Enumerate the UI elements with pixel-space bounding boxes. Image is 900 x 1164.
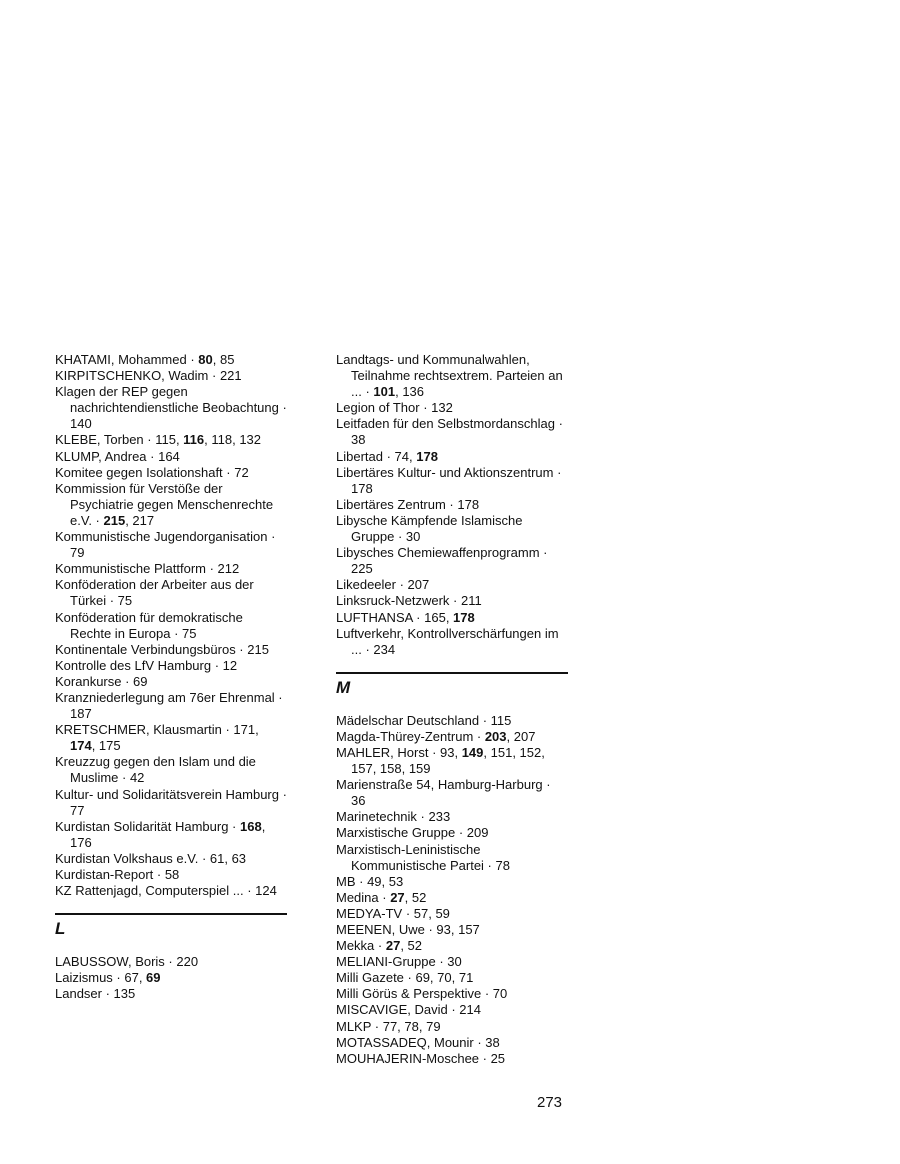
index-term: Korankurse ·	[55, 673, 134, 689]
index-term: Legion of Thor ·	[336, 400, 432, 416]
index-term: Kranzniederlegung am 76er Ehrenmal ·	[55, 689, 283, 705]
page-ref: 135	[113, 986, 136, 1002]
index-term: Kreuzzug gegen den Islam und die Muslime ·	[55, 754, 256, 786]
index-column-left	[55, 352, 287, 1002]
index-term: Libysche Kämpfende Islamische Gruppe ·	[336, 512, 523, 545]
index-entry-list	[336, 713, 568, 1067]
index-entry	[55, 481, 287, 529]
page-ref-primary: 174	[70, 738, 92, 754]
index-entry	[336, 825, 568, 841]
index-term: LABUSSOW, Boris ·	[55, 954, 177, 970]
index-entry	[336, 874, 568, 890]
page-ref: 38	[485, 1034, 500, 1050]
page-ref: 234	[373, 641, 396, 657]
index-term: Kommunistische Plattform ·	[55, 561, 218, 577]
index-term: Kurdistan Solidarität Hamburg ·	[55, 818, 240, 834]
page-ref: 214	[459, 1002, 481, 1018]
index-entry	[336, 593, 568, 609]
section-divider	[55, 913, 287, 915]
page-ref-primary: 203	[484, 728, 507, 744]
page-ref: 93, 157	[436, 922, 480, 937]
index-term: LUFTHANSA ·	[336, 609, 425, 625]
index-term: Libertad ·	[336, 448, 395, 464]
index-entry	[55, 722, 287, 754]
index-term: Libertäres Zentrum ·	[336, 496, 458, 512]
index-term: KZ Rattenjagd, Computerspiel ... ·	[55, 883, 256, 899]
index-term: Klagen der REP gegen nachrichtendienstliche Beobachtung ·	[55, 384, 287, 416]
index-entry	[336, 1019, 568, 1035]
page-ref: 38	[351, 432, 366, 448]
index-entry	[55, 986, 287, 1002]
section-letter: M	[336, 677, 351, 697]
page-ref: 75	[117, 593, 133, 609]
index-entry	[336, 400, 568, 416]
page-ref: 77, 78, 79	[382, 1018, 441, 1034]
index-entry	[336, 449, 568, 465]
index-entry	[55, 819, 287, 851]
page-ref: , 118, 132	[204, 432, 262, 448]
index-entry	[336, 729, 568, 745]
page-ref: , 136	[395, 384, 425, 400]
index-term: MAHLER, Horst ·	[336, 744, 441, 760]
index-term: KRETSCHMER, Klausmartin ·	[55, 722, 234, 738]
page-ref: 36	[351, 793, 366, 809]
index-entry	[336, 842, 568, 874]
page-ref: 75	[182, 625, 197, 641]
index-term: Likedeeler ·	[336, 577, 408, 593]
page-ref: 207	[407, 577, 430, 593]
page-ref: 171,	[233, 722, 259, 738]
index-term: Leitfaden für den Selbstmordanschlag ·	[336, 416, 563, 432]
page-ref-primary: 215	[103, 512, 126, 528]
index-term: Komitee gegen Isolationshaft ·	[55, 464, 235, 480]
index-term: Milli Görüs & Perspektive ·	[336, 986, 493, 1002]
page-ref: 25	[490, 1050, 506, 1066]
index-term: MB ·	[336, 873, 368, 889]
page-ref: 115	[490, 712, 512, 728]
page-ref: , 85	[212, 352, 235, 367]
page-ref: 78	[495, 857, 510, 873]
page-ref: , 175	[91, 738, 121, 754]
index-entry	[336, 986, 568, 1002]
page-ref-primary: 178	[416, 448, 438, 464]
page-ref: 30	[447, 954, 462, 970]
page-ref: 49, 53	[367, 873, 404, 889]
index-entry	[55, 561, 287, 577]
page-ref: 164	[158, 448, 180, 464]
index-entry	[55, 384, 287, 432]
index-entry	[336, 1051, 568, 1067]
index-term: Laizismus ·	[55, 970, 125, 986]
index-term: Kommunistische Jugendorganisation ·	[55, 529, 276, 545]
index-entry	[336, 513, 568, 545]
index-entry	[55, 787, 287, 819]
index-entry	[336, 626, 568, 658]
index-term: Landtags- und Kommunalwahlen, Teilnahme rechtsextrem. Parteien an ... ·	[336, 352, 563, 400]
page-ref: 212	[217, 561, 240, 577]
index-column-right	[336, 352, 568, 1067]
index-term: KHATAMI, Mohammed ·	[55, 352, 199, 367]
page-ref-primary: 149	[461, 744, 484, 760]
page-ref: 74,	[394, 448, 417, 464]
page-ref: , 207	[506, 728, 536, 744]
index-entry	[336, 777, 568, 809]
index-term: MELIANI-Gruppe ·	[336, 954, 448, 970]
index-entry	[55, 465, 287, 481]
index-entry	[55, 449, 287, 465]
index-term: Libertäres Kultur- und Aktionszentrum ·	[336, 464, 562, 480]
index-entry	[55, 851, 287, 867]
index-term: Mädelschar Deutschland ·	[336, 712, 491, 728]
index-entry	[55, 577, 287, 609]
index-entry	[336, 610, 568, 626]
index-term: MOTASSADEQ, Mounir ·	[336, 1034, 486, 1050]
page-ref-primary: 168	[239, 818, 262, 834]
page-ref: 58	[164, 867, 180, 882]
index-term: Libysches Chemiewaffenprogramm ·	[336, 545, 548, 561]
index-entry	[55, 674, 287, 690]
index-term: Kontinentale Verbindungsbüros ·	[55, 641, 248, 657]
index-entry	[336, 1002, 568, 1018]
index-entry	[55, 368, 287, 384]
index-entry	[336, 938, 568, 954]
page-ref: 93,	[440, 744, 462, 760]
page-ref: , 52	[404, 889, 427, 905]
index-entry	[336, 577, 568, 593]
index-term: Konföderation für demokratische Rechte in Europa ·	[55, 609, 243, 641]
index-entry	[55, 529, 287, 561]
index-term: KIRPITSCHENKO, Wadim ·	[55, 368, 220, 384]
index-entry-list	[55, 954, 287, 1002]
page-ref-primary: 27	[385, 938, 401, 954]
index-term: Kurdistan-Report ·	[55, 867, 165, 882]
page-ref: , 52	[400, 938, 422, 954]
index-entry	[336, 497, 568, 513]
index-term: KLUMP, Andrea ·	[55, 448, 159, 464]
index-entry	[55, 883, 287, 899]
index-term: MISCAVIGE, David ·	[336, 1002, 460, 1018]
page-ref: 132	[431, 400, 453, 416]
index-entry	[336, 713, 568, 729]
index-entry	[336, 906, 568, 922]
page-number: 273	[537, 1094, 563, 1111]
index-term: Marxistisch-Leninistische Kommunistische Partei ·	[336, 841, 496, 873]
index-entry	[336, 545, 568, 577]
index-entry	[55, 970, 287, 986]
index-entry	[336, 809, 568, 825]
page-ref: 178	[351, 480, 373, 496]
page-ref: , 151, 152, 157, 158, 159	[351, 744, 545, 777]
page-ref-primary: 116	[183, 432, 205, 448]
index-term: Landser ·	[55, 986, 114, 1002]
index-term: Luftverkehr, Kontrollverschärfungen im ... ·	[336, 625, 559, 657]
index-term: MEENEN, Uwe ·	[336, 922, 437, 937]
index-term: Kultur- und Solidaritätsverein Hamburg ·	[55, 786, 287, 802]
index-term: Marxistische Gruppe ·	[336, 825, 467, 841]
index-term: Marinetechnik ·	[336, 809, 429, 825]
page-ref: 115,	[155, 432, 184, 448]
index-entry	[336, 465, 568, 497]
page-ref: 30	[405, 529, 421, 545]
page-ref: 42	[129, 770, 145, 786]
index-section-l	[55, 913, 287, 1002]
index-entry-list	[55, 352, 287, 899]
page-ref-primary: 80	[198, 352, 213, 367]
page-ref: 79	[70, 545, 85, 561]
index-term: Marienstraße 54, Hamburg-Harburg ·	[336, 777, 551, 793]
page-ref: 67,	[124, 970, 147, 986]
index-term: Kontrolle des LfV Hamburg ·	[55, 657, 223, 673]
index-entry	[336, 954, 568, 970]
index-term: Kurdistan Volkshaus e.V. ·	[55, 850, 210, 866]
page-ref: 69, 70, 71	[415, 970, 474, 986]
page-ref: 220	[176, 954, 199, 970]
page-ref: , 176	[70, 818, 266, 850]
index-entry	[55, 690, 287, 722]
page-ref: 124	[255, 883, 277, 899]
index-term: Linksruck-Netzwerk ·	[336, 593, 461, 609]
index-term: Medina ·	[336, 889, 391, 905]
index-term: MEDYA-TV ·	[336, 905, 414, 921]
index-entry-list	[336, 352, 568, 658]
page-ref-primary: 178	[453, 609, 475, 625]
index-entry	[336, 970, 568, 986]
index-entry	[55, 432, 287, 448]
index-entry	[55, 754, 287, 786]
index-entry	[55, 352, 287, 368]
index-entry	[55, 610, 287, 642]
index-term: MLKP ·	[336, 1018, 383, 1034]
page-ref: 221	[219, 368, 242, 384]
page-ref: 70	[492, 986, 508, 1002]
page-ref: 165,	[424, 609, 454, 625]
page-ref: 209	[466, 825, 489, 841]
index-entry	[55, 867, 287, 883]
index-section-m	[336, 672, 568, 1067]
page-ref: 57, 59	[413, 905, 450, 921]
page-ref: 178	[457, 496, 480, 512]
index-entry	[336, 922, 568, 938]
index-entry	[336, 745, 568, 777]
page-ref-primary: 69	[146, 970, 161, 986]
page-ref: 233	[428, 809, 451, 825]
page-ref: 61, 63	[209, 850, 247, 866]
page-ref-primary: 27	[390, 889, 405, 905]
index-entry	[55, 642, 287, 658]
index-entry	[336, 1035, 568, 1051]
index-term: Milli Gazete ·	[336, 970, 416, 986]
page-ref: 140	[70, 416, 92, 432]
page-ref-primary: 101	[373, 384, 396, 400]
index-term: Konföderation der Arbeiter aus der Türkei ·	[55, 577, 254, 609]
page-ref: 215	[247, 641, 269, 657]
page-ref: 72	[234, 464, 249, 480]
index-entry	[55, 658, 287, 674]
index-entry	[55, 954, 287, 970]
page-ref: 69	[133, 673, 148, 689]
page-ref: 211	[460, 593, 482, 609]
index-term: KLEBE, Torben ·	[55, 432, 156, 448]
page-ref: , 217	[125, 512, 155, 528]
index-term: Magda-Thürey-Zentrum ·	[336, 728, 485, 744]
index-term: Mekka ·	[336, 938, 386, 954]
index-entry	[336, 416, 568, 448]
section-divider	[336, 672, 568, 674]
page-ref: 187	[70, 706, 92, 722]
page-ref: 225	[351, 561, 373, 577]
section-letter: L	[55, 919, 66, 939]
index-entry	[336, 890, 568, 906]
page-ref: 12	[222, 657, 238, 673]
index-term: MOUHAJERIN-Moschee ·	[336, 1050, 491, 1066]
index-entry	[336, 352, 568, 400]
index-term: Kommission für Verstöße der Psychiatrie gegen Menschenrechte e.V. ·	[55, 480, 274, 528]
page-ref: 77	[70, 802, 85, 818]
